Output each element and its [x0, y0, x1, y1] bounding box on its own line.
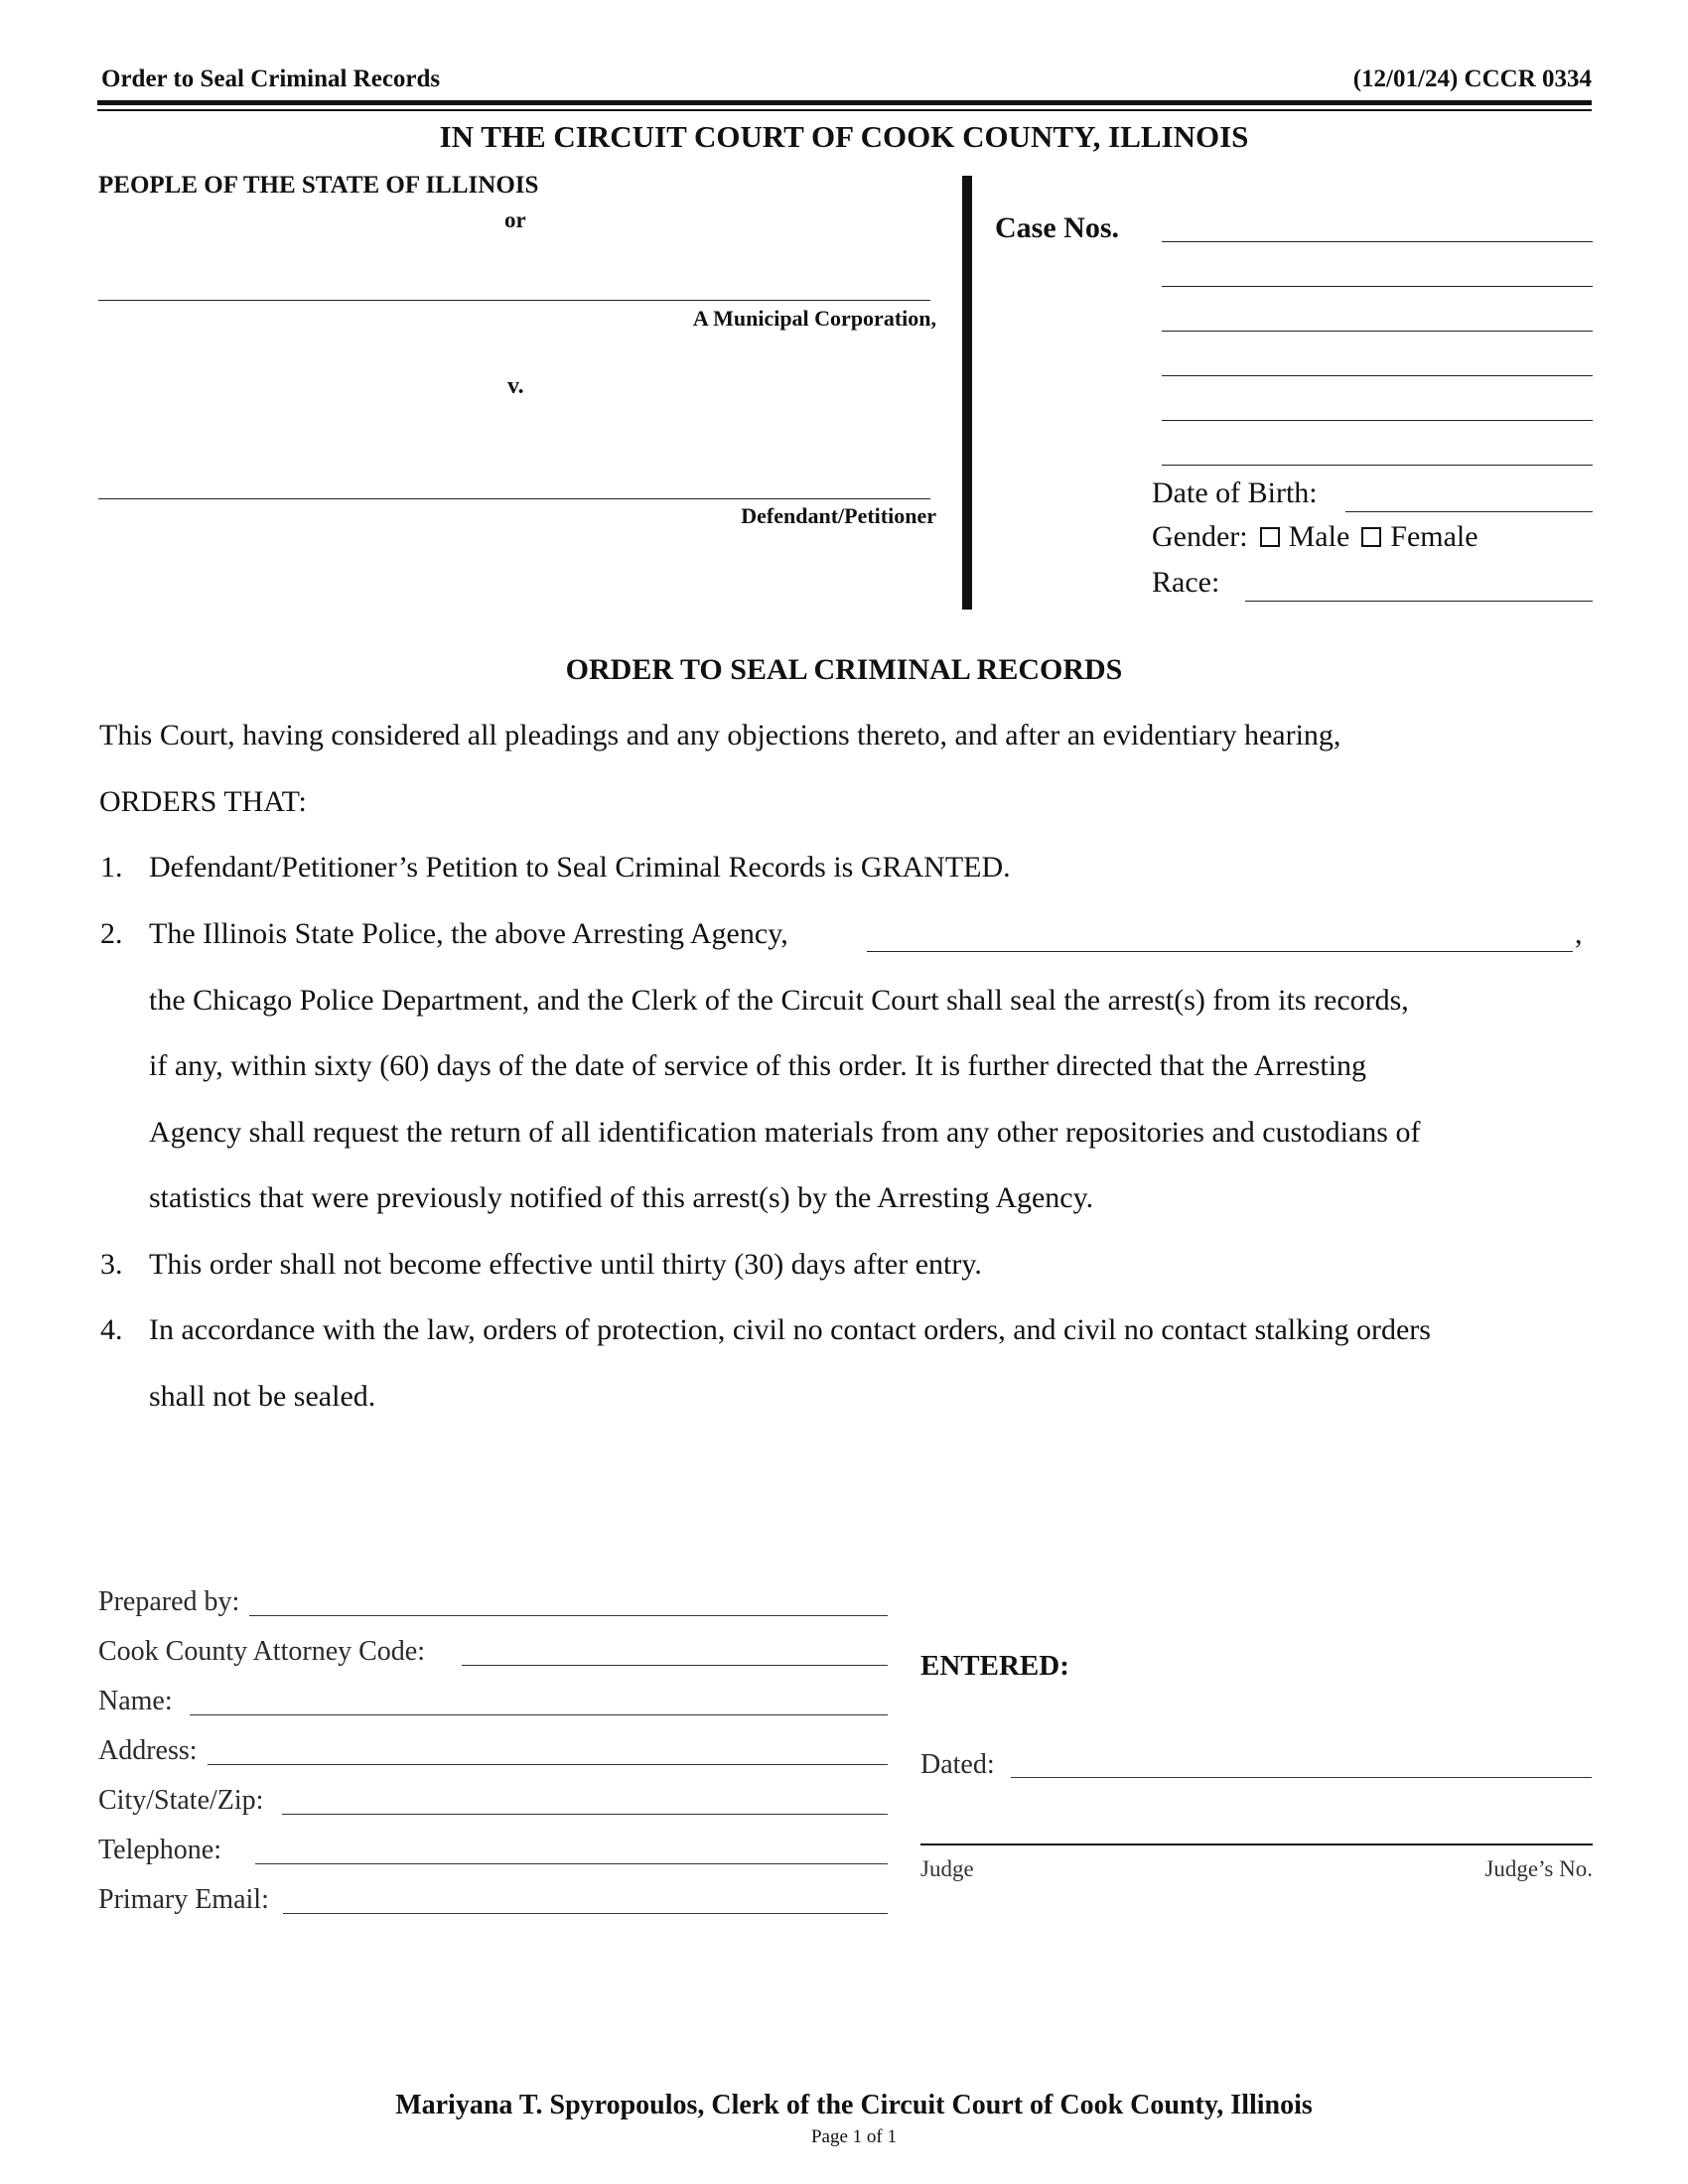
email-label: Primary Email:	[98, 1884, 269, 1915]
caption-divider	[962, 176, 972, 610]
versus-label: v.	[507, 373, 524, 399]
telephone-field[interactable]	[255, 1863, 888, 1864]
case-no-field[interactable]	[1162, 465, 1593, 466]
item-4-text: In accordance with the law, orders of protection, civil no contact orders, and civil no contact stalking orders	[149, 1313, 1431, 1346]
footer-clerk: Mariyana T. Spyropoulos, Clerk of the Circuit Court of Cook County, Illinois	[395, 2090, 1313, 2120]
order-title: ORDER TO SEAL CRIMINAL RECORDS	[565, 653, 1123, 686]
form-code: (12/01/24) CCCR 0334	[1352, 66, 1592, 92]
item-number: 2.	[100, 917, 123, 950]
gender-label: Gender:	[1152, 520, 1248, 553]
attorney-code-label: Cook County Attorney Code:	[98, 1636, 425, 1667]
header-rule-thin	[97, 109, 1592, 111]
race-label: Race:	[1152, 566, 1220, 599]
judge-no-label: Judge’s No.	[1484, 1856, 1593, 1881]
defendant-name-field[interactable]	[98, 498, 930, 499]
entered-label: ENTERED:	[920, 1650, 1069, 1682]
item-2-text: statistics that were previously notified of this arrest(s) by the Arresting Agency.	[149, 1181, 1094, 1214]
municipal-corporation-label: A Municipal Corporation,	[692, 306, 936, 331]
telephone-label: Telephone:	[98, 1835, 221, 1865]
item-4-text: shall not be sealed.	[149, 1380, 376, 1413]
prepared-by-label: Prepared by:	[98, 1586, 240, 1617]
city-state-zip-label: City/State/Zip:	[98, 1785, 264, 1816]
arresting-agency-field[interactable]	[867, 951, 1573, 952]
dob-field[interactable]	[1345, 511, 1593, 512]
case-no-field[interactable]	[1162, 375, 1593, 376]
dated-label: Dated:	[920, 1749, 995, 1780]
case-no-field[interactable]	[1162, 241, 1593, 242]
item-2-text: if any, within sixty (60) days of the date of service of this order. It is further directed that the Arresting	[149, 1049, 1367, 1082]
female-label: Female	[1390, 520, 1478, 553]
address-label: Address:	[98, 1735, 198, 1766]
race-field[interactable]	[1245, 601, 1593, 602]
male-checkbox[interactable]	[1260, 527, 1280, 547]
male-label: Male	[1288, 520, 1350, 553]
female-checkbox[interactable]	[1361, 527, 1381, 547]
prepared-by-field[interactable]	[249, 1615, 888, 1616]
item-1-text: Defendant/Petitioner’s Petition to Seal Criminal Records is GRANTED.	[149, 851, 1011, 884]
item-number: 3.	[100, 1248, 123, 1281]
plaintiff-label: PEOPLE OF THE STATE OF ILLINOIS	[98, 172, 539, 199]
municipal-corporation-field[interactable]	[98, 300, 930, 301]
address-field[interactable]	[208, 1764, 888, 1765]
item-number: 1.	[100, 851, 123, 884]
court-title: IN THE CIRCUIT COURT OF COOK COUNTY, ILLINOIS	[439, 119, 1249, 154]
dob-label: Date of Birth:	[1152, 477, 1318, 509]
city-state-zip-field[interactable]	[282, 1814, 888, 1815]
item-number: 4.	[100, 1313, 123, 1346]
item-2-text: The Illinois State Police, the above Arresting Agency,	[149, 917, 788, 950]
name-field[interactable]	[190, 1714, 888, 1715]
case-no-field[interactable]	[1162, 286, 1593, 287]
item-2-text: Agency shall request the return of all identification materials from any other repositories and custodians of	[149, 1116, 1421, 1149]
item-2-comma: ,	[1575, 917, 1583, 950]
dated-field[interactable]	[1011, 1777, 1592, 1778]
item-2-text: the Chicago Police Department, and the Clerk of the Circuit Court shall seal the arrest(s) from its records,	[149, 984, 1409, 1017]
case-no-field[interactable]	[1162, 420, 1593, 421]
defendant-label: Defendant/Petitioner	[741, 503, 936, 528]
case-no-field[interactable]	[1162, 331, 1593, 332]
name-label: Name:	[98, 1686, 173, 1716]
judge-label: Judge	[920, 1856, 974, 1881]
form-title: Order to Seal Criminal Records	[101, 66, 441, 92]
page-number: Page 1 of 1	[810, 2126, 897, 2147]
item-3-text: This order shall not become effective until thirty (30) days after entry.	[149, 1248, 982, 1281]
email-field[interactable]	[283, 1913, 888, 1914]
intro-text: This Court, having considered all pleadings and any objections thereto, and after an evidentiary hearing,	[99, 719, 1341, 751]
gender-row	[1152, 520, 1478, 554]
case-nos-label: Case Nos.	[995, 211, 1119, 244]
attorney-code-field[interactable]	[462, 1665, 888, 1666]
judge-signature-field[interactable]	[920, 1843, 1593, 1845]
or-label: or	[504, 207, 526, 232]
orders-that-text: ORDERS THAT:	[99, 785, 307, 818]
header-rule-thick	[97, 100, 1592, 105]
